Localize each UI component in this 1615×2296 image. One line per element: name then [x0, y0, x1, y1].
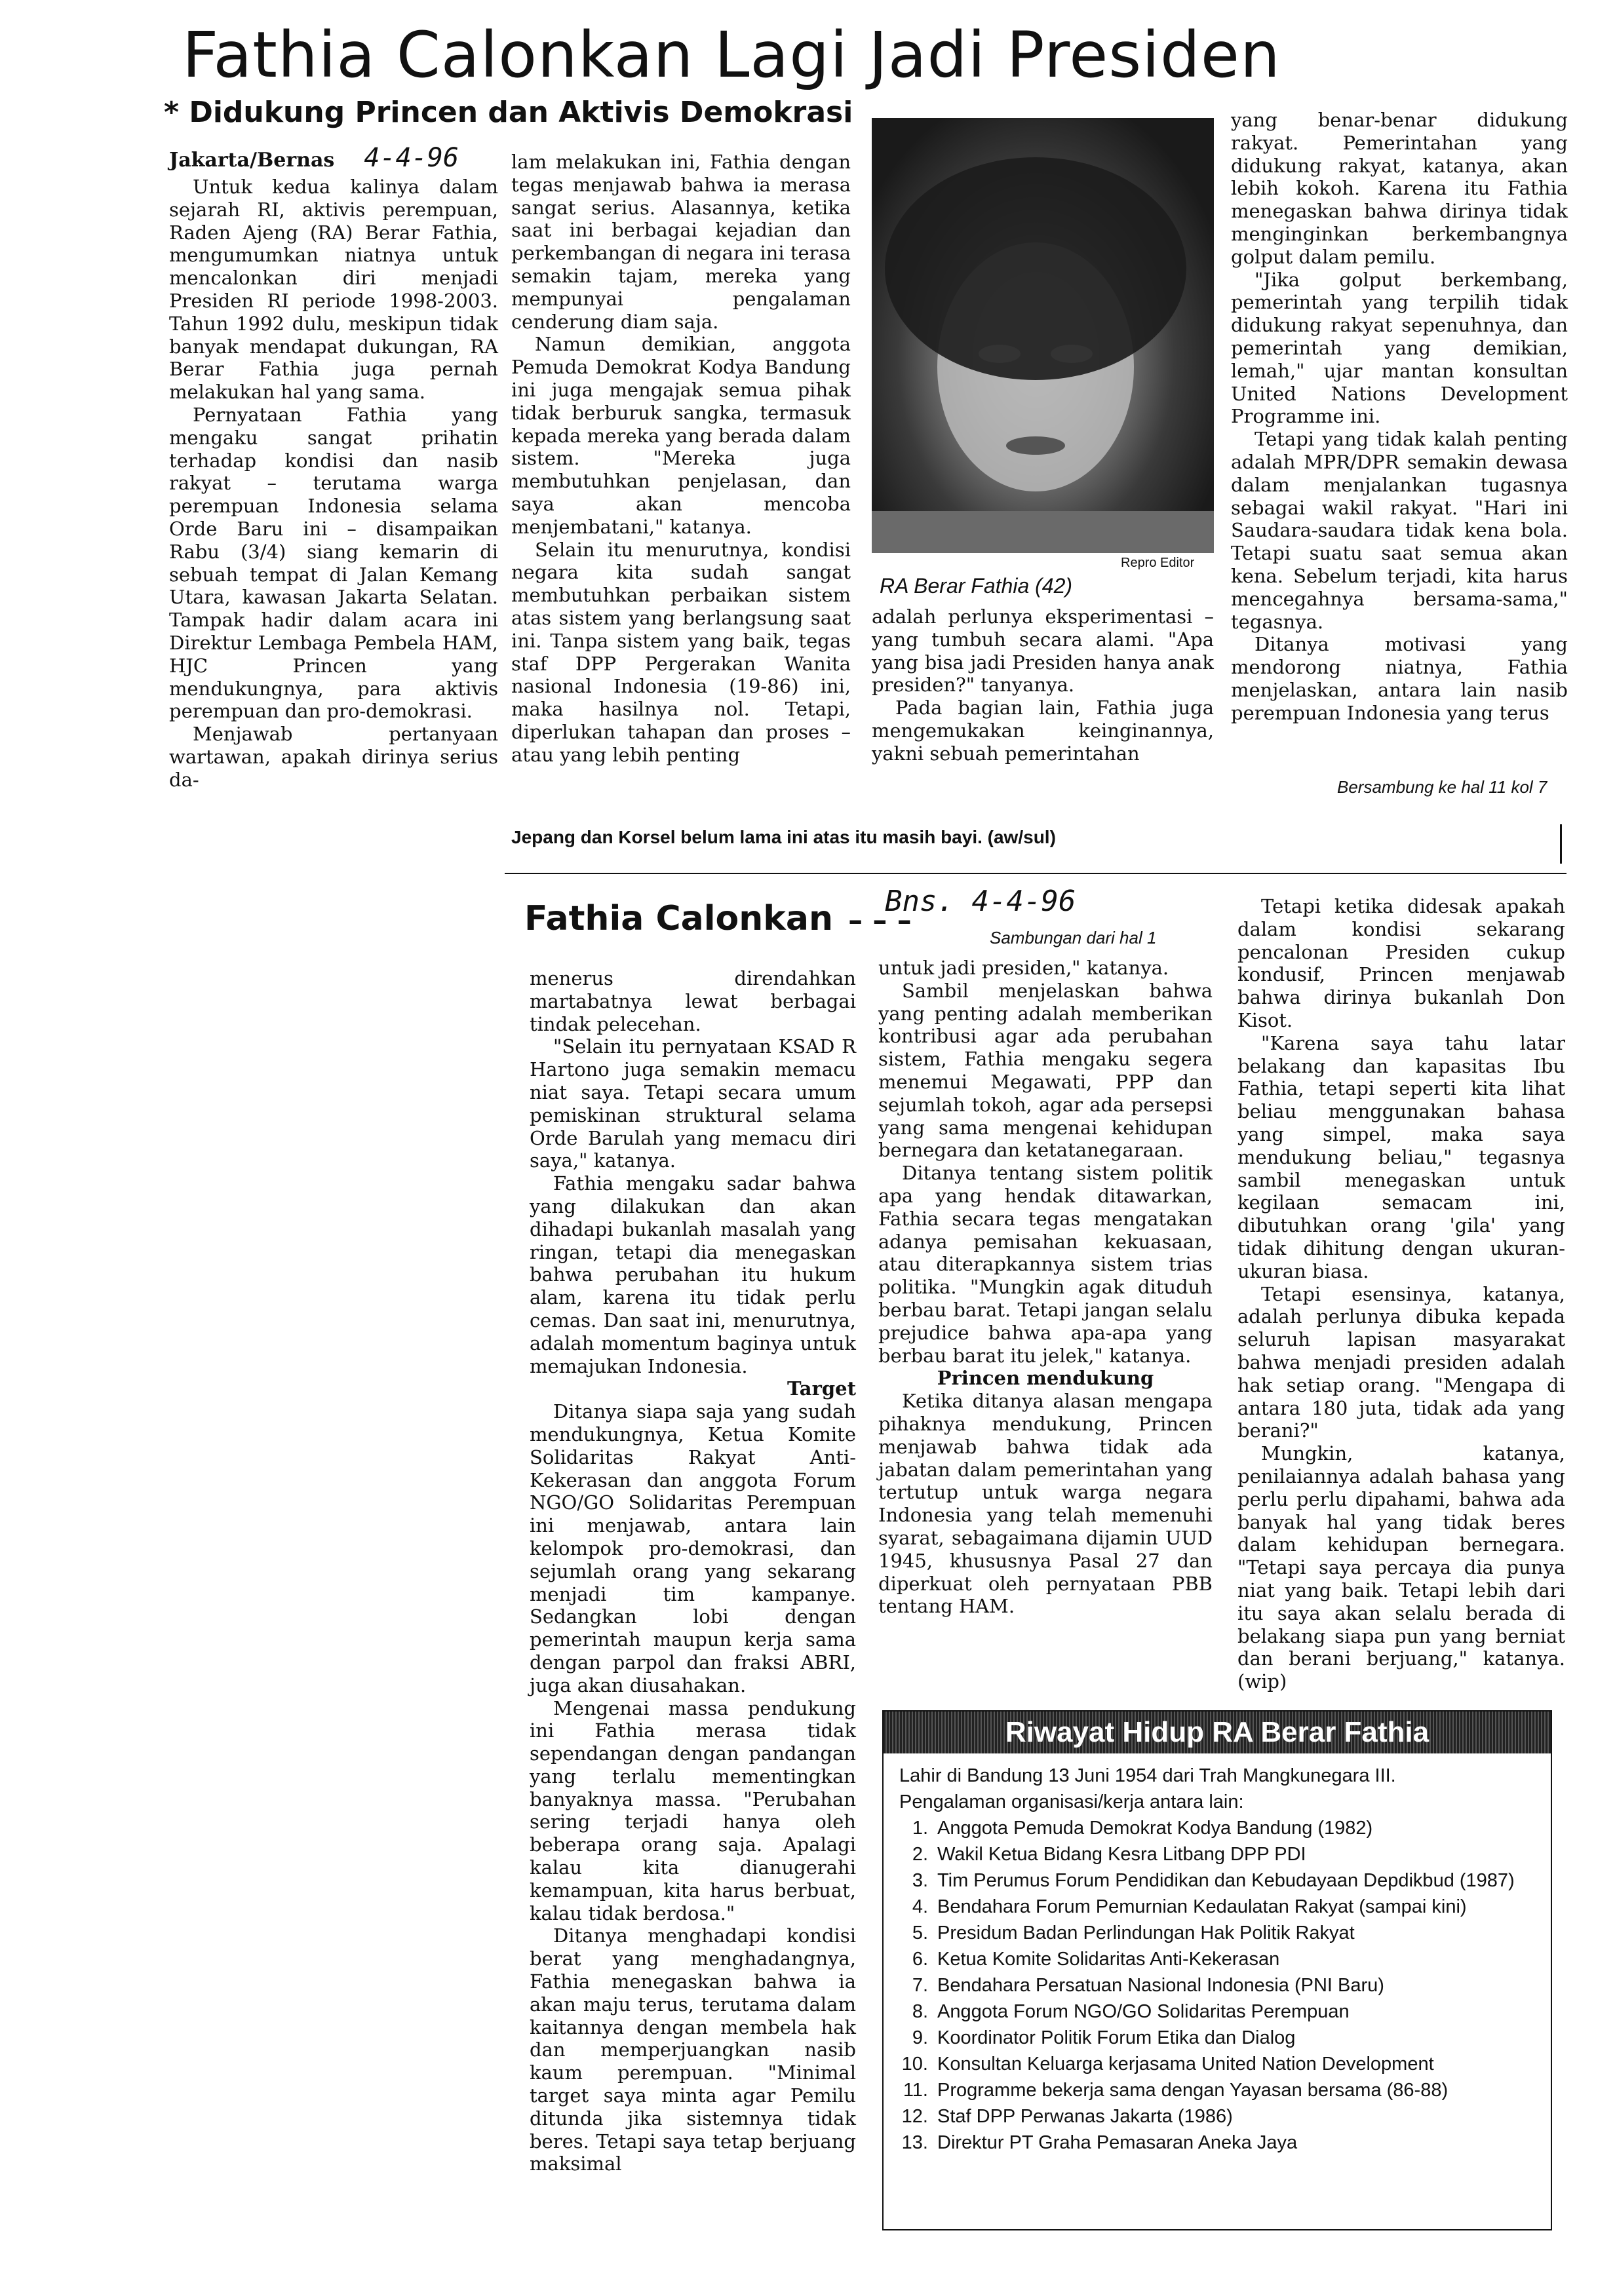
list-item: 7. Bendahara Persatuan Nasional Indonesia (PNI Baru): [912, 1975, 1384, 1996]
paragraph: Ditanya motivasi yang mendorong niatnya, Fathia menjelaskan, antara lain nasib perempuan Indonesia yang terus: [1231, 633, 1568, 724]
dateline: Jakarta/Bernas: [169, 149, 335, 172]
biography-title: Riwayat Hidup RA Berar Fathia: [884, 1712, 1551, 1753]
list-item: 13. Direktur PT Graha Pemasaran Aneka Jaya: [901, 2132, 1298, 2153]
paragraph: lam melakukan ini, Fathia dengan tegas menjawab bahwa ia merasa sangat serius. Alasannya, ketika saat ini berbagai kejadian dan perkembangan di negara ini terasa semakin tajam, mereka yang mempunyai pengalaman cenderung diam saja.: [511, 151, 851, 333]
list-item: 5. Presidum Badan Perlindungan Hak Politik Rakyat: [912, 1923, 1355, 1943]
list-item: 3. Tim Perumus Forum Pendidikan dan Kebudayaan Depdikbud (1987): [912, 1870, 1515, 1891]
biography-list: [884, 1753, 1551, 2156]
continuation-col-3: [1237, 895, 1565, 1693]
photo-credit: Repro Editor: [1121, 556, 1195, 570]
paragraph: Ketika ditanya alasan mengapa pihaknya mendukung, Princen menjawab bahwa tidak ada jabatan dalam pemerintahan yang tertutup untuk warga negara Indonesia yang telah memenuhi syarat, sebagaimana dijamin UUD 1945, khususnya Pasal 27 dan diperkuat oleh pernyataan PBB tentang HAM.: [878, 1390, 1213, 1618]
paragraph: yang benar-benar didukung rakyat. Pemerintahan yang didukung rakyat, katanya, akan lebih kokoh. Karena itu Fathia menegaskan bahwa dirinya tidak menginginkan berkembangnya golput dalam pemilu.: [1231, 109, 1568, 268]
paragraph: adalah perlunya eksperimentasi – yang tumbuh secara alami. "Apa yang bisa jadi Presiden hanya anak presiden?" tanyanya.: [872, 605, 1214, 697]
paragraph: Sambil menjelaskan bahwa yang penting adalah memberikan kontribusi agar ada perubahan sistem, Fathia mengaku segera menemui Megawati, PPP dan sejumlah tokoh, agar ada persepsi yang sama mengenai kehidupan bernegara dan ketatanegaraan.: [878, 979, 1213, 1162]
paragraph: Selain itu menurutnya, kondisi negara kita sudah sangat membutuhkan perbaikan sistem atas sistem yang berlangsung saat ini. Tanpa sistem yang baik, tegas staf DPP Pergerakan Wanita nasional Indonesia (19-86) ini, maka hasilnya nol. Tetapi, diperlukan tahapan dan proses – atau yang lebih penting: [511, 538, 851, 766]
list-item: 12. Staf DPP Perwanas Jakarta (1986): [901, 2106, 1233, 2127]
subheading-princen: Princen mendukung: [937, 1367, 1154, 1390]
list-item: 6. Ketua Komite Solidaritas Anti-Kekerasan: [912, 1949, 1280, 1970]
list-item: 1. Anggota Pemuda Demokrat Kodya Bandung (1982): [912, 1818, 1373, 1839]
list-item: 11. Programme bekerja sama dengan Yayasan bersama (86-88): [903, 2080, 1449, 2101]
article-col-3: [872, 605, 1214, 765]
paragraph: Pernyataan Fathia yang mengaku sangat prihatin terhadap kondisi dan nasib rakyat – terutama warga perempuan Indonesia selama Orde Baru ini – disampaikan Rabu (3/4) siang kemarin di sebuah tempat di Jalan Kemang Utara, kawasan Jakarta Selatan. Tampak hadir dalam acara ini Direktur Lembaga Pembela HAM, HJC Princen yang mendukungnya, para aktivis perempuan dan pro-demokrasi.: [169, 403, 498, 723]
list-item: 8. Anggota Forum NGO/GO Solidaritas Perempuan: [912, 2001, 1350, 2022]
paragraph: Tetapi yang tidak kalah penting adalah MPR/DPR semakin dewasa dalam menjalankan tugasnya sebagai wakil rakyat. "Hari ini Saudara-saudara tidak kena bola. Tetapi suatu saat semua akan kena. Sebelum terjadi, kita harus mencegahnya bersama-sama," tegasnya.: [1231, 428, 1568, 633]
list-item: 10. Konsultan Keluarga kerjasama United Nation Development: [901, 2054, 1434, 2075]
portrait-photo: [872, 118, 1214, 553]
article-col-2: [511, 151, 851, 767]
paragraph: Pada bagian lain, Fathia juga mengemukakan keinginannya, yakni sebuah pemerintahan: [872, 697, 1214, 765]
list-item: 2. Wakil Ketua Bidang Kesra Litbang DPP PDI: [912, 1844, 1306, 1865]
list-item: 9. Koordinator Politik Forum Etika dan Dialog: [912, 2027, 1296, 2048]
paragraph: "Karena saya tahu latar belakang dan kapasitas Ibu Fathia, tetapi seperti kita lihat beliau menggunakan bahasa yang simpel, maka saya mendukung beliau," tegasnya sambil menegaskan untuk kegilaan semacam ini, dibutuhkan orang 'gila' yang tidak dihitung dengan ukuran-ukuran biasa.: [1237, 1031, 1565, 1282]
paragraph: Mengenai massa pendukung ini Fathia merasa tidak sependangan dengan pandangan yang terlalu mementingkan banyaknya massa. "Perubahan sering terjadi hanya oleh beberapa orang saja. Apalagi kalau kita dianugerahi kemampuan, kita harus berbuat, kalau tidak berdosa.": [530, 1696, 856, 1924]
paragraph: Mungkin, katanya, penilaiannya adalah bahasa yang perlu perlu dipahami, bahwa ada banyak hal yang tidak beres dalam kehidupan bernegara. "Tetapi saya percaya dia punya niat yang baik. Tetapi lebih dari itu saya akan selalu berada di belakang siapa pun yang berniat dan berani berjuang," katanya. (wip): [1237, 1442, 1565, 1693]
dateline-row: [169, 143, 510, 174]
portrait-illustration: [872, 118, 1214, 553]
continuation-col-2: [878, 957, 1213, 1618]
paragraph: "Selain itu pernyataan KSAD R Hartono juga semakin memacu niat saya. Tetapi secara umum pemiskinan struktural selama Orde Barulah yang memacu diri saya," katanya.: [530, 1035, 856, 1172]
continuation-dashes: – – –: [848, 904, 912, 937]
clipped-line: Jepang dan Korsel belum lama ini atas itu masih bayi. (aw/sul): [511, 827, 1056, 847]
paragraph: Namun demikian, anggota Pemuda Demokrat Kodya Bandung ini juga mengajak semua pihak tidak berburuk sangka, termasuk kepada mereka yang berada dalam sistem. "Mereka juga membutuhkan penjelasan, dan saya akan mencoba menjembatani," katanya.: [511, 333, 851, 538]
biography-box: [882, 1710, 1552, 2230]
article-col-1: [169, 176, 498, 792]
subhead: * Didukung Princen dan Aktivis Demokrasi: [164, 96, 853, 129]
paragraph: Fathia mengaku sadar bahwa yang dilakukan dan akan dihadapi bukanlah masalah yang ringan, tetapi dia menegaskan bahwa perubahan itu hukum alam, karena itu tidak perlu cemas. Dan saat ini, menurutnya, adalah momentum baginya untuk memajukan Indonesia.: [530, 1172, 856, 1377]
headline: Fathia Calonkan Lagi Jadi Presiden: [182, 18, 1281, 92]
photo-caption: RA Berar Fathia (42): [880, 574, 1073, 598]
paragraph: Tetapi ketika didesak apakah dalam kondisi sekarang pencalonan Presiden cukup kondusif, Princen menjawab bahwa dirinya bukanlah Don Kisot.: [1237, 895, 1565, 1031]
paragraph: "Jika golput berkembang, pemerintah yang terpilih tidak didukung rakyat sepenuhnya, dan pemerintah yang demikian, lemah," ujar mantan konsultan United Nations Development Programme ini.: [1231, 268, 1568, 428]
biography-birth: Lahir di Bandung 13 Juni 1954 dari Trah Mangkunegara III.: [899, 1765, 1396, 1786]
paragraph: Ditanya menghadapi kondisi berat yang menghadangnya, Fathia menegaskan bahwa ia akan maju terus, terutama dalam kaitannya dengan membela hak dan memperjuangkan nasib kaum perempuan. "Minimal target saya minta agar Pemilu ditunda jika sistemnya tidak beres. Tetapi saya tetap berjuang maksimal: [530, 1924, 856, 2175]
divider: [1560, 824, 1562, 864]
paragraph: Untuk kedua kalinya dalam sejarah RI, aktivis perempuan, Raden Ajeng (RA) Berar Fathia, mengumumkan niatnya untuk mencalonkan diri menjadi Presiden RI periode 1998-2003. Tahun 1992 dulu, meskipun tidak banyak mendapat dukungan, RA Berar Fathia juga pernah melakukan hal yang sama.: [169, 176, 498, 404]
continued-note: Bersambung ke hal 11 kol 7: [1337, 777, 1547, 797]
paragraph: Tetapi esensinya, katanya, adalah perlunya dibuka kepada seluruh lapisan masyarakat bahwa menjadi presiden adalah hak setiap orang. "Mengapa di antara 180 juta, tidak ada yang berani?": [1237, 1282, 1565, 1442]
from-page: Sambungan dari hal 1: [990, 928, 1157, 947]
list-item: 4. Bendahara Forum Pemurnian Kedaulatan Rakyat (sampai kini): [912, 1896, 1467, 1917]
biography-intro: Pengalaman organisasi/kerja antara lain:: [899, 1791, 1244, 1812]
divider: [505, 873, 1566, 874]
paragraph: menerus direndahkan martabatnya lewat berbagai tindak pelecehan.: [530, 967, 856, 1035]
handwritten-date: 4-4-96: [364, 143, 459, 173]
subheading-target: Target: [787, 1377, 856, 1400]
paragraph: Menjawab pertanyaan wartawan, apakah dirinya serius da-: [169, 723, 498, 791]
handwritten-date: Bns. 4-4-96: [885, 885, 1076, 918]
paragraph: Ditanya siapa saja yang sudah mendukungnya, Ketua Komite Solidaritas Rakyat Anti-Kekerasan dan anggota Forum NGO/GO Solidaritas Perempuan ini menjawab, antara lain kelompok pro-demokrasi, dan sejumlah orang yang sekarang menjadi tim kampanye. Sedangkan lobi dengan pemerintah maupun kerja sama dengan parpol dan fraksi ABRI, juga akan diusahakan.: [530, 1400, 856, 1696]
continuation-title: Fathia Calonkan: [524, 899, 833, 938]
paragraph: untuk jadi presiden," katanya.: [878, 957, 1169, 979]
continuation-col-1: [530, 967, 856, 2175]
paragraph: Ditanya tentang sistem politik apa yang hendak ditawarkan, Fathia secara tegas mengatakan adanya pemisahan kekuasaan, atau diterapkannya sistem trias politika. "Mungkin agak dituduh berbau barat. Tetapi jangan selalu prejudice bahwa apa-apa yang berbau barat itu jelek," katanya.: [878, 1162, 1213, 1367]
article-col-4: [1231, 109, 1568, 725]
